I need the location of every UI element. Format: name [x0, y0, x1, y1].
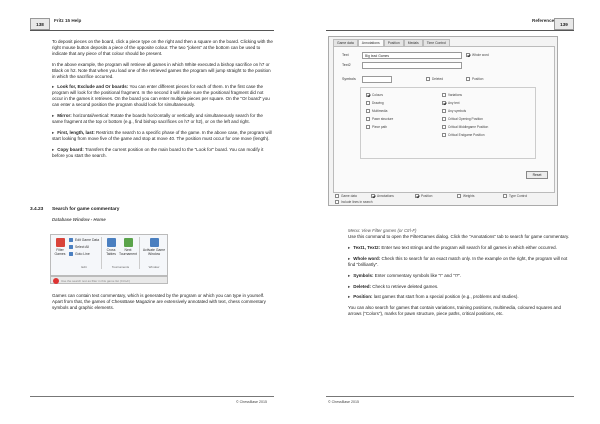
cross-tables-button[interactable] [104, 238, 118, 256]
section-number: 3.4.23 [30, 207, 44, 212]
include-lines-checkbox[interactable] [335, 200, 373, 204]
checkbox-box [366, 93, 370, 97]
symbols-label: Symbols [342, 77, 356, 81]
reset-button[interactable]: Reset [526, 171, 548, 179]
checkbox-label: Include lines in search [341, 200, 373, 204]
checkbox-box [442, 101, 446, 105]
select-all-label: Select All [75, 245, 89, 249]
bullet-icon: ▸ [348, 272, 351, 278]
bullet-icon: ▸ [52, 84, 55, 90]
paragraph: You can also search for games that contain variations, training positions, multimedia, coloured squares and arrows ("Colors"), marks for pawn structure, piece paths, critical positions, etc. [348, 305, 561, 317]
tournament-icon [124, 238, 133, 247]
ribbon-screenshot [50, 234, 168, 276]
cross-tables-label: Cross Tables [106, 248, 116, 256]
checkbox-label: Critical Middlegame Position [448, 125, 489, 129]
bullet-item [348, 284, 574, 290]
menu-path: Menu: View Filter games (or Ctrl-F) [348, 228, 417, 233]
header-rule [30, 30, 274, 31]
table-icon [107, 238, 116, 247]
page-header: Fritz 15 Help [54, 18, 82, 23]
tab-position[interactable]: Position [384, 39, 404, 47]
goto-line-button[interactable] [69, 252, 90, 256]
tooltip-text: Use the search text as filter in this game list (Ctrl+F) [61, 279, 130, 283]
bullet-text: last games that start from a special position (e.g., problems and studies). [372, 294, 519, 300]
bullet-icon: ▸ [52, 129, 55, 135]
bullet-text: Enter commentary symbols like "!" and "!?". [373, 272, 462, 278]
menu-path: Database Window - Home [52, 217, 106, 222]
checkbox-box [335, 200, 339, 204]
bullet-text: Check this to search for an exact match only. In the example on the right, the program will not find "brilliantly". [348, 255, 568, 267]
paragraph: In the above example, the program will retrieve all games in which White executed a bishop sacrifice on h7 or Black on h2. Note that when you load one of the retrieved games the program will jump straight to the position in which the sacrifice occurred. [52, 61, 271, 79]
header-rule [326, 30, 574, 31]
bullet-item [52, 113, 274, 125]
bullet-text: horizontal/vertical: Rotate the boards horizontally or vertically and simultaneously search for the same fragment at the top or bottom (e.g., find bishop sacrifices on h7 or h2), or on the left and right. [52, 113, 263, 124]
checkbox-label: Colours [372, 93, 383, 97]
paragraph: Use this command to open the FilterGames dialog. Click the "Annotations" tab to search for game commentary. [348, 234, 570, 239]
goto-line-label: Goto Line [75, 252, 90, 256]
critical-endgame-checkbox[interactable] [442, 133, 485, 137]
bullet-title: Copy board: [57, 146, 84, 152]
next-tournament-button[interactable] [119, 238, 137, 256]
select-icon [69, 245, 73, 249]
checkbox-label: Position [421, 194, 433, 198]
window-icon [150, 238, 159, 247]
bullet-title: Position: [353, 294, 373, 300]
activate-game-window-button[interactable] [141, 238, 167, 256]
annotations-checkbox[interactable] [371, 194, 394, 198]
checkbox-box [442, 125, 446, 129]
bullet-icon: ▸ [52, 146, 55, 152]
checkbox-label: Critical Opening Position [448, 117, 483, 121]
bullet-icon: ▸ [348, 244, 351, 250]
footer: © ChessBase 2015 [236, 400, 268, 404]
bullet-title: Text1, Text2: [353, 244, 381, 250]
checkbox-box [466, 77, 470, 81]
select-all-button[interactable] [69, 245, 89, 249]
drawing-checkbox[interactable] [366, 101, 384, 105]
page-number: 138 [30, 18, 50, 30]
checkbox-box [442, 93, 446, 97]
annotations-panel [333, 46, 555, 193]
position-filter-checkbox[interactable] [415, 194, 432, 198]
filter-tooltip [50, 276, 168, 284]
filter-icon [53, 278, 59, 284]
page-number: 139 [554, 18, 574, 30]
multimedia-checkbox[interactable] [366, 109, 387, 113]
checkbox-label: Any text [448, 101, 460, 105]
checkbox-label: Annotations [377, 194, 394, 198]
text2-input[interactable] [362, 62, 462, 69]
deleted-checkbox[interactable] [426, 77, 443, 81]
options-group [360, 87, 536, 159]
checkbox-box [366, 125, 370, 129]
filter-games-button[interactable] [53, 238, 67, 256]
checkbox-box [466, 53, 470, 57]
checkbox-label: Critical Endgame Position [448, 133, 485, 137]
bullet-icon: ▸ [52, 113, 55, 119]
critical-middlegame-checkbox[interactable] [442, 125, 488, 129]
text-label: Text [342, 53, 349, 57]
bullet-text: Enter two text strings and the program will search for all games in which either occurred. [380, 244, 557, 250]
any-text-checkbox[interactable] [442, 101, 460, 105]
bullet-item [348, 256, 574, 268]
weights-checkbox[interactable] [457, 194, 474, 198]
type-control-checkbox[interactable] [503, 194, 527, 198]
edit-group-label: Edit [81, 265, 87, 269]
paragraph: To deposit pieces on the board, click a piece type on the right and then a square on the board. Clicking with the right mouse button deposits a piece of the opposite colour. The two "jokers" at the bottom can be used to indicate that any piece of that colour should be present. [52, 39, 273, 56]
tab-annotations[interactable]: Annotations [358, 39, 384, 47]
footer-rule [326, 396, 574, 397]
checkbox-box [442, 109, 446, 113]
section-title: Search for game commentary [52, 207, 120, 212]
edit-game-data-label: Edit Game Data [75, 238, 100, 242]
checkbox-label: Whole word [472, 53, 489, 57]
colours-checkbox[interactable] [366, 93, 383, 97]
bullet-title: Deleted: [353, 283, 372, 289]
bullet-icon: ▸ [348, 294, 351, 300]
bullet-text: Transfers the current position on the main board to the "Look for" board. You can modify it before you start the search. [52, 146, 264, 158]
left-body [52, 39, 274, 164]
bullet-title: Whole word: [353, 255, 381, 261]
window-group-label: Window [148, 265, 160, 269]
page-header: Reference [532, 18, 555, 23]
filter-icon [56, 238, 65, 247]
bullet-item [348, 294, 574, 300]
right-body [348, 234, 574, 322]
checkbox-label: Position [472, 77, 484, 81]
checkbox-box [415, 194, 419, 198]
edit-icon [69, 238, 73, 242]
bullet-icon: ▸ [348, 283, 351, 289]
critical-opening-checkbox[interactable] [442, 117, 483, 121]
filter-games-label: Filter Games [54, 248, 66, 256]
any-symbols-checkbox[interactable] [442, 109, 466, 113]
checkbox-box [366, 101, 370, 105]
checkbox-label: Pawn structure [372, 117, 394, 121]
bullet-icon: ▸ [348, 255, 351, 261]
checkbox-box [442, 133, 446, 137]
bullet-text: Restricts the search to a specific phase of the game. In the above case, the program will start looking from move five of the game and stop at move 40. The position must occur for one move (length). [52, 129, 272, 141]
checkbox-box [457, 194, 461, 198]
checkbox-box [426, 77, 430, 81]
tab-game-data[interactable]: Game data [333, 39, 358, 47]
footer-rule [30, 396, 274, 397]
next-tournament-label: Next Tournament [119, 248, 137, 256]
checkbox-label: Drawing [372, 101, 384, 105]
checkbox-box [366, 109, 370, 113]
tab-medals[interactable]: Medals [404, 39, 423, 47]
bullet-title: First, length, last: [57, 129, 95, 135]
piece-path-checkbox[interactable] [366, 125, 387, 129]
tab-time-control[interactable]: Time Control [423, 39, 450, 47]
whole-word-checkbox[interactable] [466, 53, 489, 57]
goto-icon [69, 252, 73, 256]
tournaments-group-label: Tournaments [111, 265, 130, 269]
checkbox-label: Piece path [372, 125, 388, 129]
bullet-text: Check to retrieve deleted games. [371, 283, 439, 289]
edit-game-data-button[interactable] [69, 238, 99, 242]
symbols-input[interactable] [362, 76, 392, 83]
bullet-item [52, 147, 274, 159]
checkbox-label: Deleted [432, 77, 443, 81]
checkbox-label: Game data [341, 194, 357, 198]
bullet-title: Symbols: [353, 272, 374, 278]
checkbox-label: Any symbols [448, 109, 467, 113]
dialog-footer [333, 194, 555, 206]
checkbox-label: Weights [463, 194, 475, 198]
checkbox-box [366, 117, 370, 121]
bullet-title: Look for, Exclude and Or boards: [57, 84, 129, 90]
pawn-structure-checkbox[interactable] [366, 117, 393, 121]
activate-game-window-label: Activate Game Window [142, 248, 166, 256]
checkbox-box [442, 117, 446, 121]
filter-dialog-screenshot [328, 36, 558, 206]
bullet-item [348, 245, 574, 251]
bullet-title: Mirror: [57, 113, 72, 119]
ribbon-divider [101, 237, 102, 269]
closing-paragraph: Games can contain text commentary, which is generated by the program or which you can type in yourself. Apart from that, the games of ChessBase Magazine are extensively annotated with text, chess commentary symbols and graphic elements. [52, 293, 266, 310]
text-input[interactable]: Big lead Games [362, 52, 462, 59]
bullet-text: You can enter different pieces for each of them. In the first case the program will look for the positional fragment. In the second it will make sure the positional fragment did not occur in the games it retrieves. On the board you can enter multiple pieces per square. On the "Or board" you can enter a second position the program should look for simultaneously. [52, 84, 270, 108]
bullet-item [348, 273, 574, 279]
checkbox-label: Variations [448, 93, 462, 97]
bullet-item [52, 84, 274, 108]
text2-label: Text2 [342, 63, 351, 67]
checkbox-label: Type Control [509, 194, 528, 198]
checkbox-box [371, 194, 375, 198]
bullet-item [52, 130, 274, 142]
ribbon-divider [139, 237, 140, 269]
game-data-checkbox[interactable] [335, 194, 357, 198]
checkbox-label: Multimedia [372, 109, 388, 113]
checkbox-box [503, 194, 507, 198]
checkbox-box [335, 194, 339, 198]
footer: © ChessBase 2015 [328, 400, 360, 404]
variations-checkbox[interactable] [442, 93, 462, 97]
position-checkbox[interactable] [466, 77, 483, 81]
